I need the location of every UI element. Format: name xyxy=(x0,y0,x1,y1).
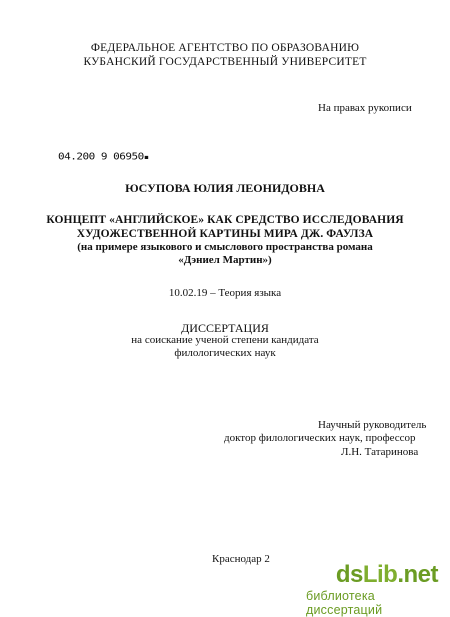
city-year: Краснодар 2 xyxy=(212,553,270,565)
watermark-tagline: библиотека диссертаций xyxy=(306,589,383,617)
archive-number xyxy=(58,151,149,163)
title-line-3: (на примере языкового и смыслового пространства романа xyxy=(77,241,373,253)
title-line-2: ХУДОЖЕСТВЕННОЙ КАРТИНЫ МИРА ДЖ. ФАУЛЗА xyxy=(76,228,374,240)
work-purpose-line-1: на соискание ученой степени кандидата xyxy=(131,334,319,346)
agency-name: ФЕДЕРАЛЬНОЕ АГЕНТСТВО ПО ОБРАЗОВАНИЮ xyxy=(90,42,360,54)
supervisor-label: Научный руководитель xyxy=(318,419,427,431)
dslib-watermark xyxy=(306,561,438,617)
supervisor-name: Л.Н. Татаринова xyxy=(341,446,419,458)
watermark-brand-net: .net xyxy=(397,561,438,588)
watermark-brand-ds: ds xyxy=(335,561,363,588)
university-name: КУБАНСКИЙ ГОСУДАРСТВЕННЫЙ УНИВЕРСИТЕТ xyxy=(83,56,367,68)
work-type: ДИССЕРТАЦИЯ xyxy=(181,321,269,335)
watermark-logo xyxy=(336,561,438,589)
manuscript-note: На правах рукописи xyxy=(318,102,412,114)
watermark-brand-lib: Lib xyxy=(362,561,398,588)
archive-number-text: 04.200 9 06950 xyxy=(58,150,144,163)
archive-mark-icon: ▪ xyxy=(143,153,149,163)
author-name: ЮСУПОВА ЮЛИЯ ЛЕОНИДОВНА xyxy=(125,181,325,195)
work-purpose-line-2: филологических наук xyxy=(174,347,276,359)
title-line-1: КОНЦЕПТ «АНГЛИЙСКОЕ» КАК СРЕДСТВО ИССЛЕДОВАНИЯ xyxy=(46,214,404,226)
specialty: 10.02.19 – Теория языка xyxy=(168,287,282,299)
title-line-4: «Дэниел Мартин») xyxy=(178,254,272,266)
supervisor-degree: доктор филологических наук, профессор xyxy=(224,432,416,444)
